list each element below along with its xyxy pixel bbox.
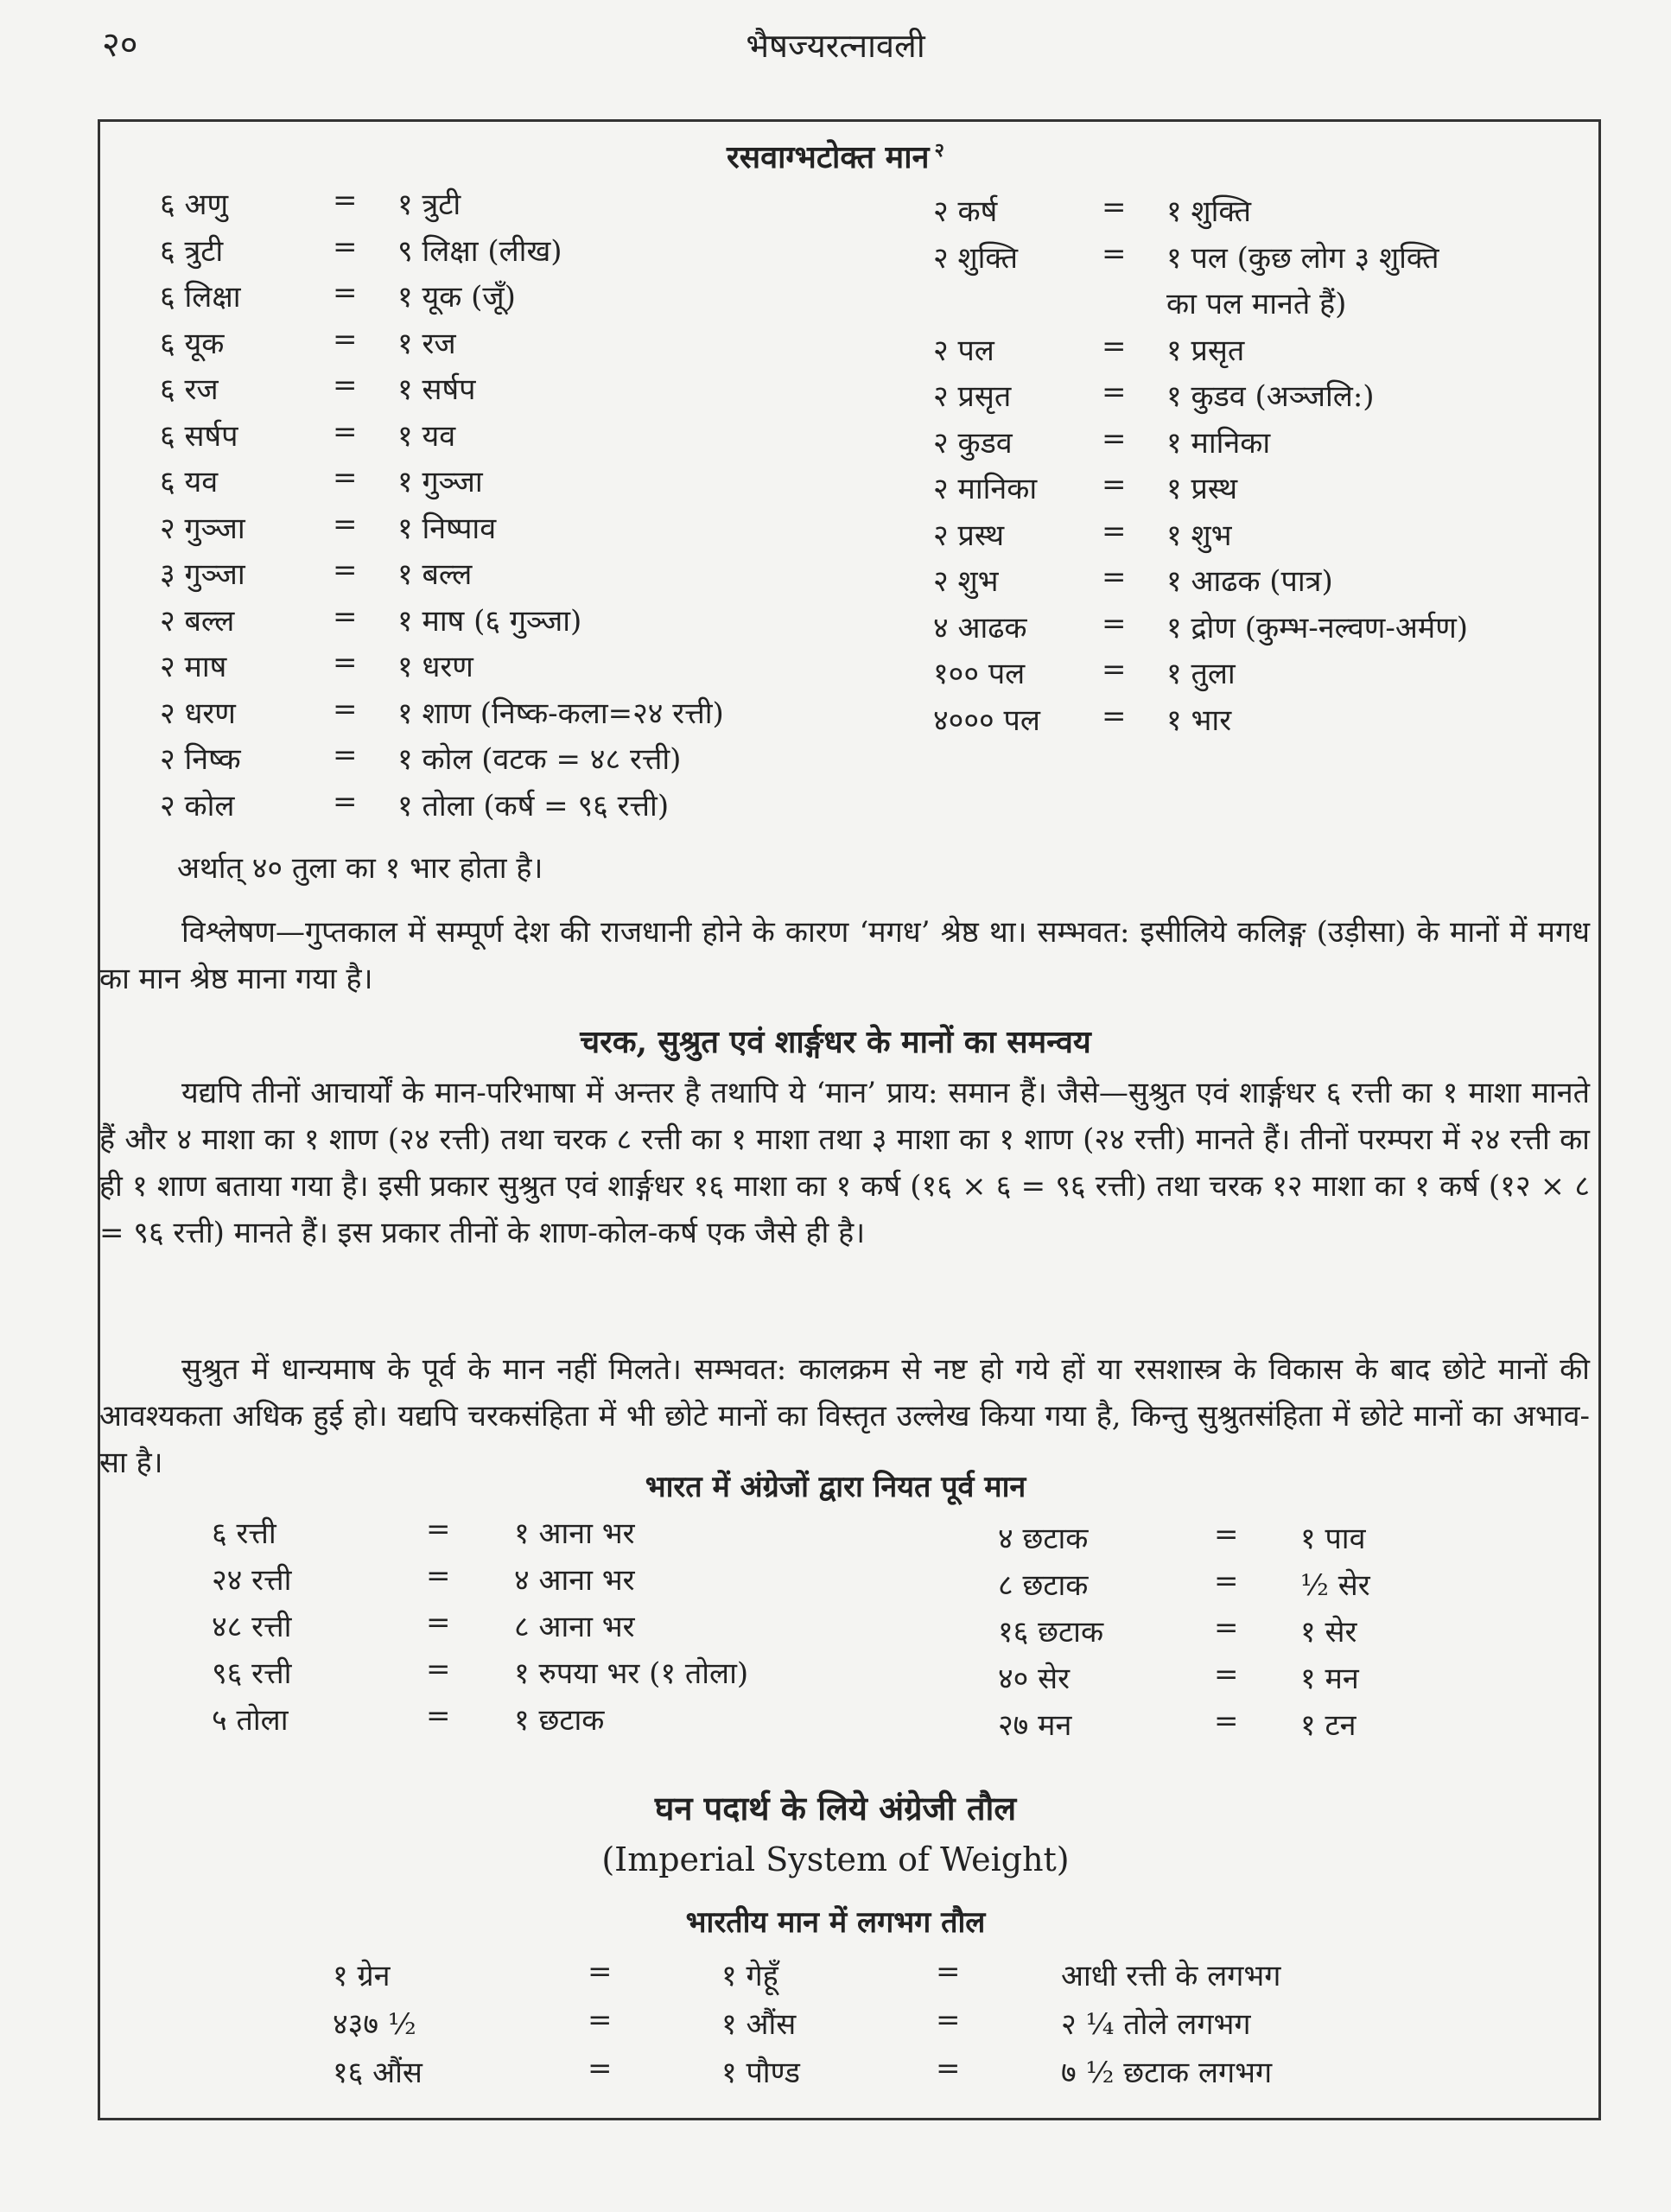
equals-sign: = [1102, 190, 1127, 225]
quantity-cell: ६ अणु [160, 188, 229, 222]
quantity-cell: २ कोल [160, 788, 235, 823]
equals-sign: = [333, 461, 358, 495]
quantity-cell: ६ रज [160, 372, 219, 407]
quantity-cell: ४८ रत्ती [212, 1610, 292, 1644]
quantity-cell: १६ छटाक [998, 1615, 1104, 1649]
equals-sign: = [1214, 1564, 1239, 1599]
equivalent-cell: १ निष्पाव [397, 511, 497, 546]
equals-sign: = [333, 368, 358, 403]
section1-note: अर्थात् ४० तुला का १ भार होता है। [177, 851, 543, 886]
quantity-cell: ४ छटाक [998, 1522, 1089, 1556]
equivalent-cell: १ मन [1300, 1662, 1359, 1696]
equivalent-cell: ४ आना भर [514, 1563, 635, 1598]
quantity-cell: ४००० पल [933, 702, 1040, 738]
equals-sign: = [1102, 236, 1127, 271]
quantity-cell: ३ गुञ्जा [160, 557, 245, 592]
equivalent-cell: १ त्रुटी [397, 188, 461, 222]
page-number: २० [102, 25, 138, 65]
equivalent-cell: १ सेर [1300, 1615, 1357, 1649]
samanvaya-paragraph-1: यद्यपि तीनों आचार्यों के मान-परिभाषा में अन्तर है तथापि ये ‘मान’ प्राय: समान हैं। जैसे—सुश्रुत एवं शार्ङ्गधर ६ रत्ती का १ माशा मानते हैं और ४ माशा का १ शाण (२४ रत्ती) तथा चरक ८ रत्ती का १ माशा तथा ३ माशा का १ शाण (२४ रत्ती) मानते हैं। तीनों परम्परा में २४ रत्ती का ही १ शाण बताया गया है। इसी प्रकार सुश्रुत एवं शार्ङ्गधर १६ माशा का १ कर्ष (१६ × ६ = ९६ रत्ती) तथा चरक १२ माशा का १ कर्ष (१२ × ८ = ९६ रत्ती) मानते हैं। इस प्रकार तीनों के शाण-कोल-कर्ष एक जैसे ही है। [99, 1076, 1590, 1250]
equals-sign: = [1214, 1611, 1239, 1645]
equals-sign: = [333, 784, 358, 819]
equivalent-cell: १ यूक (जूँ) [397, 280, 516, 315]
quantity-cell: ६ लिक्षा [160, 280, 241, 315]
quantity-cell: ६ रत्ती [212, 1516, 276, 1551]
samanvaya-paragraph-2: सुश्रुत में धान्यमाष के पूर्व के मान नहीं मिलते। सम्भवत: कालक्रम से नष्ट हो गये हों या रसशास्त्र के विकास के बाद छोटे मानों की आवश्यकता अधिक हुई हो। यद्यपि चरकसंहिता में भी छोटे मानों का विस्तृत उल्लेख किया गया है, किन्तु सुश्रुतसंहिता में छोटे मानों का अभाव-सा है। [99, 1352, 1590, 1480]
approx-cell: आधी रत्ती के लगभग [1061, 1959, 1281, 1993]
equals-sign: = [588, 2003, 613, 2037]
equivalent-cell: १ टन [1300, 1708, 1356, 1743]
equals-sign: = [1102, 560, 1127, 594]
equals-sign: = [1214, 1657, 1239, 1692]
equivalent-cell: १ धरण [397, 650, 473, 684]
equivalent-cell: १ बल्ल [397, 557, 473, 592]
equals-sign: = [936, 1955, 961, 1989]
equivalent-cell: १ आना भर [514, 1516, 635, 1551]
equals-sign: = [333, 276, 358, 310]
quantity-cell: २ पल [933, 333, 994, 368]
equivalent-cell: १ रुपया भर (१ तोला) [514, 1656, 749, 1691]
quantity-cell: २ माष [160, 650, 227, 684]
equivalent-cell: १ भार [1166, 702, 1232, 738]
imperial-subtitle: (Imperial System of Weight) [601, 1840, 1070, 1878]
equivalent-cell: १ शुभ [1166, 518, 1232, 553]
equals-sign: = [426, 1652, 451, 1687]
equivalent-cell: १ कोल (वटक = ४८ रत्ती) [397, 742, 682, 777]
equals-sign: = [936, 2003, 961, 2037]
equivalent-cell: १ आढक (पात्र) [1166, 564, 1333, 599]
quantity-cell: २७ मन [998, 1708, 1072, 1743]
equals-sign: = [1214, 1704, 1239, 1738]
equivalent-cell: १ मानिका [1166, 425, 1271, 461]
equals-sign: = [1102, 698, 1127, 734]
equals-sign: = [1102, 375, 1127, 410]
equals-sign: = [1102, 328, 1127, 364]
equals-sign: = [426, 1559, 451, 1593]
equivalent-cell: १ तुला [1166, 657, 1236, 691]
equals-sign: = [333, 506, 358, 542]
equivalent-cell: १ शाण (निष्क-कला=२४ रत्ती) [397, 696, 724, 731]
section-title-imperial: घन पदार्थ के लिये अंग्रेजी तौल [654, 1789, 1017, 1827]
approx-cell: २ ¼ तोले लगभग [1061, 2007, 1251, 2042]
section-title-rasavagbhata: रसवाग्भटोक्त मान $^२$ [727, 139, 944, 175]
equivalent-cell: १ यव [397, 418, 456, 454]
running-title: भैषज्यरत्नावली [746, 27, 925, 65]
quantity-cell: ६ यूक [160, 326, 225, 361]
equals-sign: = [936, 2051, 961, 2086]
quantity-cell: ९६ रत्ती [212, 1656, 292, 1691]
quantity-cell: २ गुञ्जा [160, 511, 245, 546]
imperial-subheading: भारतीय मान में लगभग तौल [685, 1905, 986, 1940]
equals-sign: = [333, 321, 358, 357]
equivalent-cell: ½ सेर [1300, 1568, 1370, 1603]
quantity-cell: २ कुडव [933, 425, 1013, 461]
quantity-cell: ६ त्रुटी [160, 233, 224, 269]
quantity-cell: ६ सर्षप [160, 418, 238, 454]
footnote-mark: २ [934, 139, 944, 162]
analysis-paragraph: विश्लेषण—गुप्तकाल में सम्पूर्ण देश की राजधानी होने के कारण ‘मगध’ श्रेष्ठ था। सम्भवत: इसीलिये कलिङ्ग (उड़ीसा) के मानों में मगध का मान श्रेष्ठ माना गया है। [99, 915, 1590, 996]
equivalent-cell: १ प्रसृत [1166, 333, 1245, 368]
equals-sign: = [333, 229, 358, 264]
quantity-cell: १०० पल [933, 657, 1026, 691]
equals-sign: = [426, 1605, 451, 1640]
equals-sign: = [1214, 1517, 1239, 1552]
equivalent-cell: १ सर्षप [397, 372, 476, 407]
equivalent-cell: १ गेहूँ [721, 1959, 778, 1993]
equals-sign: = [1102, 421, 1127, 456]
equivalent-cell: १ माष (६ गुञ्जा) [397, 603, 582, 639]
quantity-cell: ४३७ ½ [333, 2007, 416, 2042]
quantity-cell: २ शुक्ति [933, 240, 1019, 276]
equivalent-cell: १ पल (कुछ लोग ३ शुक्ति [1166, 240, 1439, 276]
equivalent-cell: १ पौण्ड [721, 2056, 800, 2090]
equals-sign: = [1102, 606, 1127, 641]
equivalent-cell: १ प्रस्थ [1166, 472, 1238, 506]
equals-sign: = [333, 738, 358, 772]
equals-sign: = [588, 1955, 613, 1989]
quantity-cell: ६ यव [160, 465, 219, 499]
equivalent-cell: १ शुक्ति [1166, 194, 1252, 229]
equivalent-cell: ९ लिक्षा (लीख) [397, 233, 562, 269]
equals-sign: = [426, 1512, 451, 1547]
equals-sign: = [333, 645, 358, 680]
equals-sign: = [426, 1699, 451, 1733]
quantity-cell: ४० सेर [998, 1662, 1071, 1696]
equals-sign: = [333, 553, 358, 588]
equals-sign: = [1102, 467, 1127, 502]
equals-sign: = [333, 414, 358, 449]
equivalent-cell: १ रज [397, 326, 456, 361]
quantity-cell: ४ आढक [933, 610, 1027, 645]
equivalent-cell: १ कुडव (अञ्जलि:) [1166, 379, 1375, 414]
quantity-cell: २ शुभ [933, 564, 999, 599]
quantity-cell: २ धरण [160, 696, 236, 731]
quantity-cell: १६ औंस [333, 2056, 423, 2090]
quantity-cell: २ कर्ष [933, 194, 998, 229]
equivalent-cell: १ औंस [721, 2007, 797, 2042]
equals-sign: = [1102, 513, 1127, 549]
equivalent-cell: १ तोला (कर्ष = ९६ रत्ती) [397, 788, 670, 823]
quantity-cell: ५ तोला [212, 1703, 289, 1738]
equivalent-cell: का पल मानते हैं) [1166, 287, 1347, 321]
equivalent-cell: १ छटाक [514, 1703, 605, 1738]
equivalent-cell: १ गुञ्जा [397, 465, 483, 499]
approx-cell: ७ ½ छटाक लगभग [1061, 2056, 1273, 2090]
equals-sign: = [588, 2051, 613, 2086]
quantity-cell: २ बल्ल [160, 603, 235, 639]
equivalent-cell: १ पाव [1300, 1522, 1366, 1556]
section-title-samanvaya: चरक, सुश्रुत एवं शार्ङ्गधर के मानों का समन्वय [580, 1024, 1091, 1060]
quantity-cell: २ मानिका [933, 472, 1038, 506]
quantity-cell: २४ रत्ती [212, 1563, 292, 1598]
equivalent-cell: १ द्रोण (कुम्भ-नल्वण-अर्मण) [1166, 610, 1469, 645]
quantity-cell: २ प्रस्थ [933, 518, 1005, 553]
equals-sign: = [333, 599, 358, 634]
quantity-cell: १ ग्रेन [333, 1959, 391, 1993]
equivalent-cell: ८ आना भर [514, 1610, 635, 1644]
equals-sign: = [333, 183, 358, 218]
equals-sign: = [333, 691, 358, 727]
equals-sign: = [1102, 652, 1127, 687]
section-title-british-measures: भारत में अंग्रेजों द्वारा नियत पूर्व मान [645, 1470, 1026, 1504]
quantity-cell: २ निष्क [160, 742, 241, 777]
quantity-cell: ८ छटाक [998, 1568, 1089, 1603]
quantity-cell: २ प्रसृत [933, 379, 1012, 414]
